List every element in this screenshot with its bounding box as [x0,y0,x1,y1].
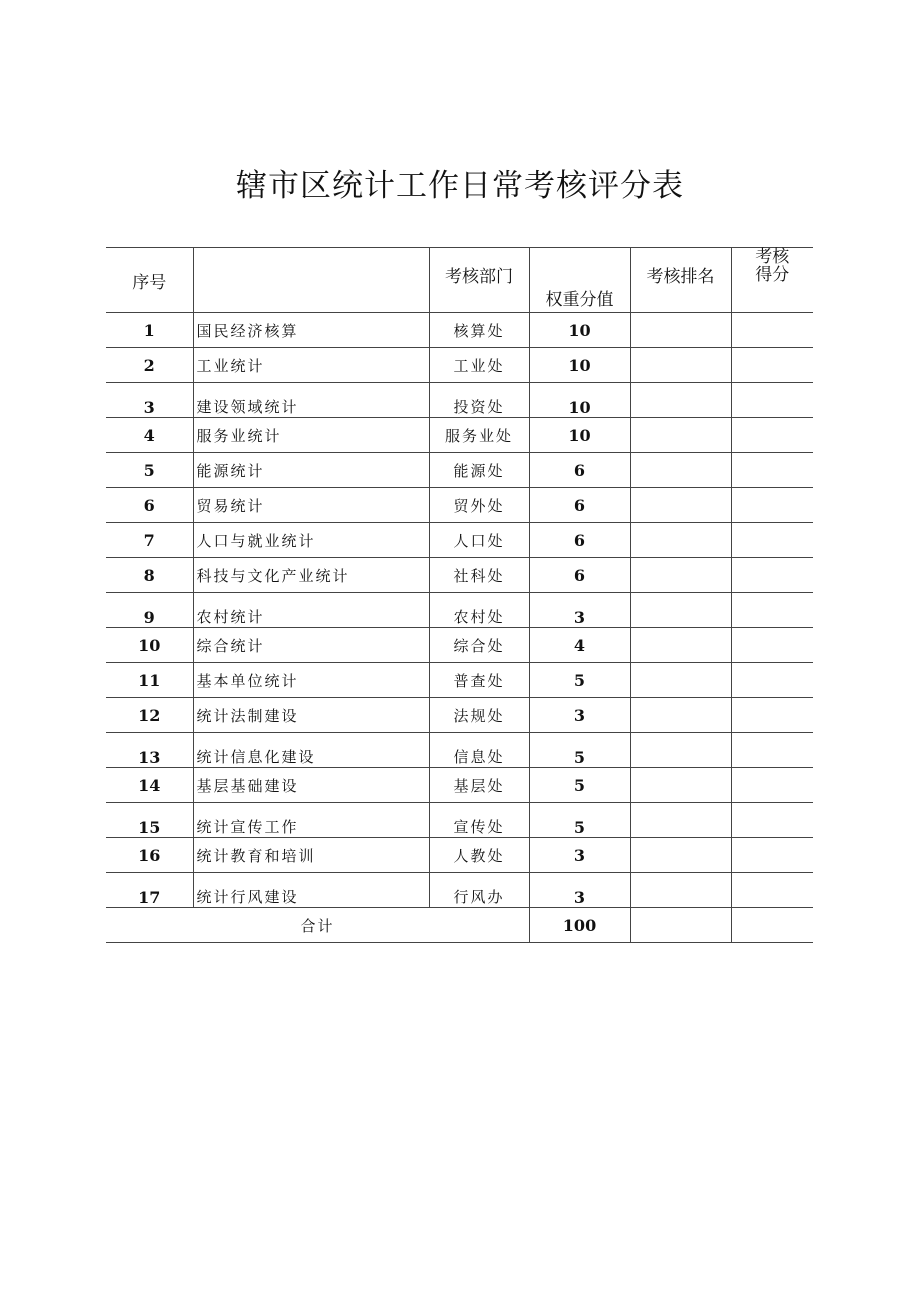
row-score[interactable] [731,383,813,418]
row-weight: 6 [529,523,630,558]
row-weight: 10 [529,313,630,348]
row-score[interactable] [731,523,813,558]
row-rank[interactable] [630,453,731,488]
row-weight: 6 [529,453,630,488]
table-row [106,523,813,558]
row-score[interactable] [731,313,813,348]
row-dept: 工业处 [429,348,529,383]
row-seq: 15 [106,803,193,838]
row-rank[interactable] [630,488,731,523]
header-score-line1: 考核 [755,247,790,267]
table-row [106,628,813,663]
row-item: 能源统计 [193,453,429,488]
row-rank[interactable] [630,593,731,628]
row-seq: 11 [106,663,193,698]
row-weight: 5 [529,768,630,803]
header-seq: 序号 [106,248,193,313]
row-rank[interactable] [630,733,731,768]
row-seq: 8 [106,558,193,593]
row-score[interactable] [731,418,813,453]
row-item: 基层基础建设 [193,768,429,803]
table-row [106,733,813,768]
row-rank[interactable] [630,628,731,663]
row-seq: 10 [106,628,193,663]
row-seq: 9 [106,593,193,628]
row-seq: 6 [106,488,193,523]
header-weight: 权重分值 [529,248,630,313]
row-seq: 14 [106,768,193,803]
table-row [106,768,813,803]
row-score[interactable] [731,348,813,383]
row-item: 贸易统计 [193,488,429,523]
row-weight: 5 [529,663,630,698]
row-seq: 13 [106,733,193,768]
row-seq: 2 [106,348,193,383]
row-dept: 行风办 [429,873,529,908]
row-weight: 5 [529,803,630,838]
total-row [106,908,813,943]
row-seq: 16 [106,838,193,873]
table-row [106,418,813,453]
row-dept: 社科处 [429,558,529,593]
row-score[interactable] [731,803,813,838]
row-rank[interactable] [630,873,731,908]
row-item: 统计教育和培训 [193,838,429,873]
row-rank[interactable] [630,768,731,803]
row-dept: 信息处 [429,733,529,768]
row-dept: 人教处 [429,838,529,873]
table-row [106,698,813,733]
row-weight: 5 [529,733,630,768]
row-rank[interactable] [630,663,731,698]
row-score[interactable] [731,768,813,803]
table-row [106,313,813,348]
row-score[interactable] [731,698,813,733]
row-rank[interactable] [630,803,731,838]
table-row [106,593,813,628]
row-seq: 3 [106,383,193,418]
row-item: 统计信息化建设 [193,733,429,768]
row-dept: 综合处 [429,628,529,663]
row-weight: 10 [529,418,630,453]
row-weight: 3 [529,698,630,733]
row-weight: 3 [529,593,630,628]
header-dept: 考核部门 [429,248,529,313]
row-dept: 投资处 [429,383,529,418]
total-score[interactable] [731,908,813,943]
row-item: 统计宣传工作 [193,803,429,838]
row-score[interactable] [731,488,813,523]
row-dept: 农村处 [429,593,529,628]
header-item [193,248,429,313]
row-rank[interactable] [630,558,731,593]
row-item: 农村统计 [193,593,429,628]
row-score[interactable] [731,873,813,908]
row-dept: 服务业处 [429,418,529,453]
header-score [731,248,813,313]
row-rank[interactable] [630,523,731,558]
total-label [106,908,529,943]
scoring-table [106,247,813,943]
row-weight: 3 [529,838,630,873]
table-row [106,383,813,418]
row-dept: 能源处 [429,453,529,488]
row-item: 统计法制建设 [193,698,429,733]
row-item: 综合统计 [193,628,429,663]
header-row [106,248,813,313]
table-row [106,453,813,488]
row-weight: 4 [529,628,630,663]
total-label-text: 合计 [300,916,335,935]
row-item: 建设领域统计 [193,383,429,418]
header-rank: 考核排名 [630,248,731,313]
total-rank[interactable] [630,908,731,943]
table-body [106,313,813,908]
row-score[interactable] [731,558,813,593]
row-rank[interactable] [630,418,731,453]
table-row [106,873,813,908]
row-score[interactable] [731,733,813,768]
table-row [106,488,813,523]
row-rank[interactable] [630,313,731,348]
header-score-line2: 得分 [755,265,790,285]
row-score[interactable] [731,628,813,663]
row-weight: 6 [529,558,630,593]
row-score[interactable] [731,663,813,698]
table-row [106,663,813,698]
row-item: 基本单位统计 [193,663,429,698]
row-weight: 6 [529,488,630,523]
row-seq: 17 [106,873,193,908]
row-rank[interactable] [630,383,731,418]
row-weight: 3 [529,873,630,908]
row-seq: 1 [106,313,193,348]
row-seq: 12 [106,698,193,733]
row-dept: 贸外处 [429,488,529,523]
table-row [106,803,813,838]
row-dept: 基层处 [429,768,529,803]
row-item: 科技与文化产业统计 [193,558,429,593]
row-seq: 4 [106,418,193,453]
row-weight: 10 [529,383,630,418]
page-title: 辖市区统计工作日常考核评分表 [236,168,684,204]
total-weight: 100 [529,908,630,943]
table-row [106,838,813,873]
row-seq: 5 [106,453,193,488]
row-item: 服务业统计 [193,418,429,453]
row-item: 统计行风建设 [193,873,429,908]
row-rank[interactable] [630,838,731,873]
row-item: 工业统计 [193,348,429,383]
row-weight: 10 [529,348,630,383]
table-row [106,558,813,593]
row-rank[interactable] [630,348,731,383]
row-score[interactable] [731,838,813,873]
row-dept: 普查处 [429,663,529,698]
row-dept: 人口处 [429,523,529,558]
table-row [106,348,813,383]
row-score[interactable] [731,593,813,628]
row-seq: 7 [106,523,193,558]
row-item: 国民经济核算 [193,313,429,348]
row-item: 人口与就业统计 [193,523,429,558]
row-dept: 核算处 [429,313,529,348]
row-dept: 宣传处 [429,803,529,838]
row-score[interactable] [731,453,813,488]
row-rank[interactable] [630,698,731,733]
row-dept: 法规处 [429,698,529,733]
